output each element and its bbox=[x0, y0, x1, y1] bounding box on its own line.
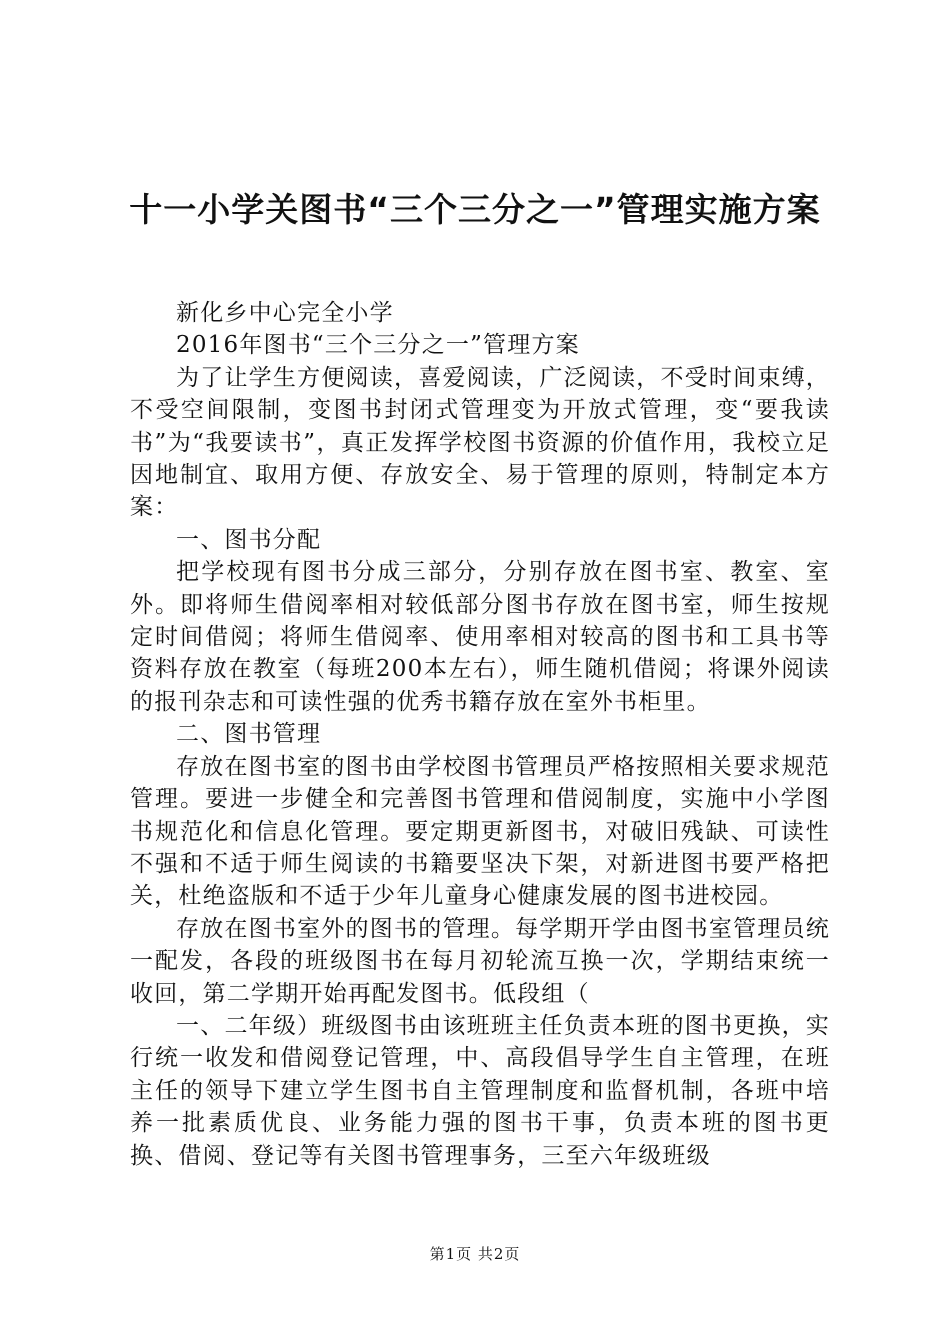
intro-paragraph: 为了让学生方便阅读，喜爱阅读，广泛阅读，不受时间束缚，不受空间限制，变图书封闭式管理变为开放式管理，变“要我读书”为“我要读书”，真正发挥学校图书资源的价值作用，我校立足因地制宜、取用方便、存放安全、易于管理的原则，特制定本方案： bbox=[130, 364, 830, 521]
distribution-paragraph: 把学校现有图书分成三部分，分别存放在图书室、教室、室外。即将师生借阅率相对较低部分图书存放在图书室，师生按规定时间借阅；将师生借阅率、使用率相对较高的图书和工具书等资料存放在教室（每班200本左右），师生随机借阅；将课外阅读的报刊杂志和可读性强的优秀书籍存放在室外书柜里。 bbox=[130, 559, 830, 715]
section-heading-distribution: 一、图书分配 bbox=[176, 526, 322, 553]
outside-books-paragraph: 存放在图书室外的图书的管理。每学期开学由图书室管理员统一配发，各段的班级图书在每月初轮流互换一次，学期结束统一收回，第二学期开始再配发图书。低段组（ bbox=[130, 915, 830, 1007]
document-body bbox=[130, 297, 830, 1172]
page-number-footer: 第1页 共2页 bbox=[429, 1245, 521, 1263]
section-heading-management: 二、图书管理 bbox=[176, 721, 322, 748]
class-books-paragraph: 一、二年级）班级图书由该班班主任负责本班的图书更换，实行统一收发和借阅登记管理，中、高段倡导学生自主管理，在班主任的领导下建立学生图书自主管理制度和监督机制，各班中培养一批素质优良、业务能力强的图书干事，负责本班的图书更换、借阅、登记等有关图书管理事务，三至六年级班级 bbox=[130, 1012, 830, 1169]
document-title: 十一小学关图书“三个三分之一”管理实施方案 bbox=[129, 190, 821, 229]
library-management-paragraph: 存放在图书室的图书由学校图书管理员严格按照相关要求规范管理。要进一步健全和完善图书管理和借阅制度，实施中小学图书规范化和信息化管理。要定期更新图书，对破旧残缺、可读性不强和不适于师生阅读的书籍要坚决下架，对新进图书要严格把关，杜绝盗版和不适于少年儿童身心健康发展的图书进校园。 bbox=[130, 753, 830, 910]
plan-name-line: 2016年图书“三个三分之一”管理方案 bbox=[176, 332, 580, 359]
school-name-line: 新化乡中心完全小学 bbox=[176, 300, 394, 326]
